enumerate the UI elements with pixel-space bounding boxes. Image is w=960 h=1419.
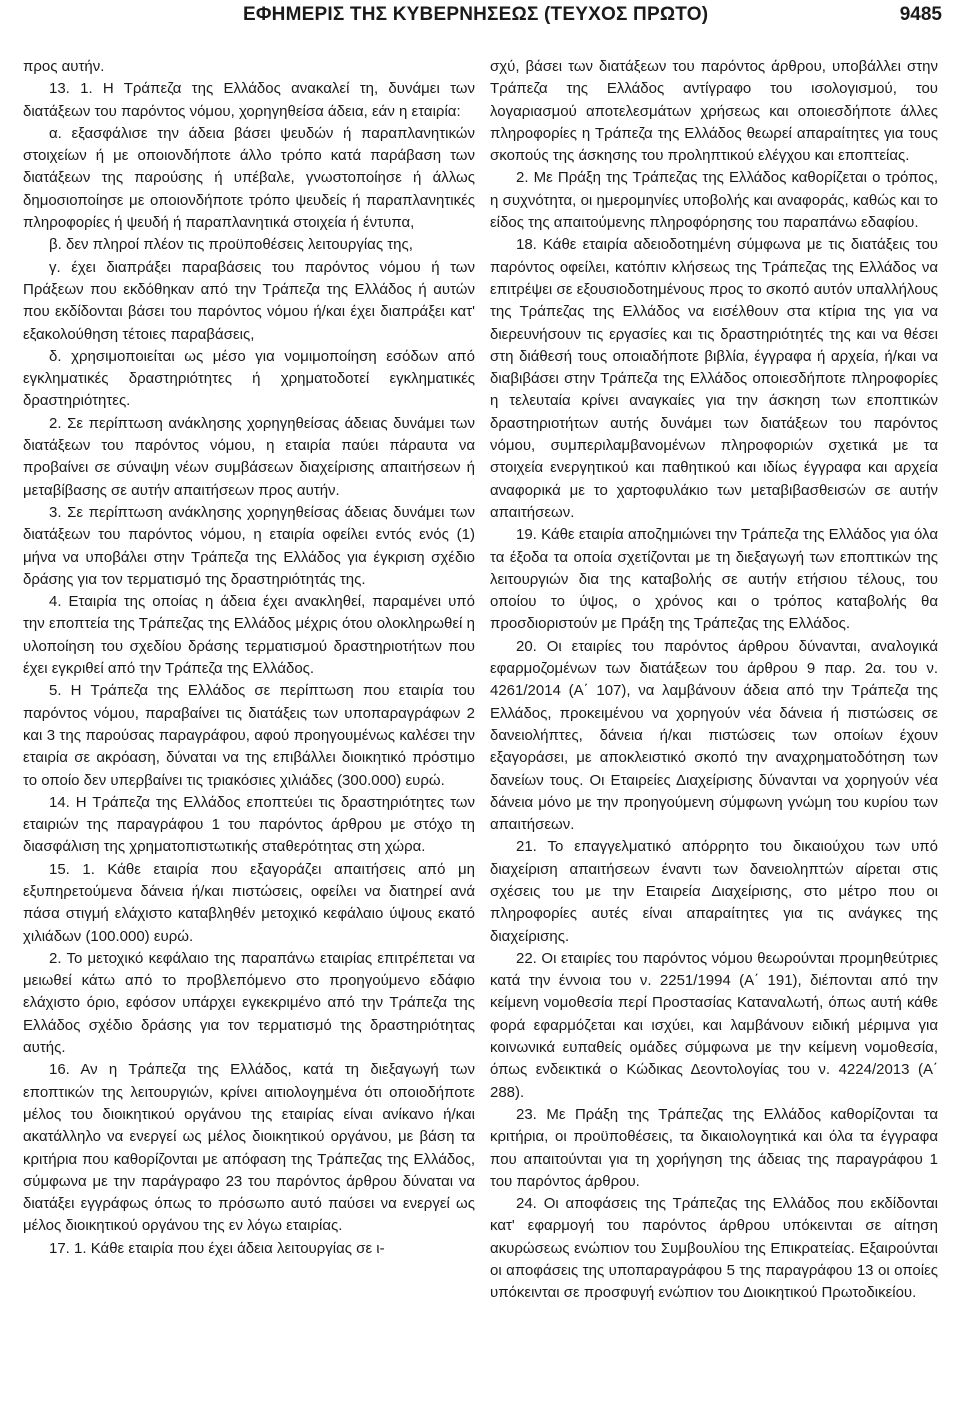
paragraph: 5. Η Τράπεζα της Ελλάδος σε περίπτωση που εταιρία του παρόντος νόμου, παραβαίνει τις διατάξεις των υποπαραγράφων 2 και 3 της παρούσας παραγράφου, αφού προηγουμένως καλέσει την εταιρία σε ακρόαση, δύναται να της επιβάλλει διοικητικό πρόστιμο το οποίο δεν υπερβαίνει τις τριακόσιες χιλιάδες (300.000) ευρώ.: [23, 682, 475, 789]
paragraph: 14. Η Τράπεζα της Ελλάδος εποπτεύει τις δραστηριότητες των εταιριών της παραγράφου 1 του παρόντος άρθρου με στόχο τη διασφάλιση της χρηματοπιστωτικής σταθερότητας στη χώρα.: [23, 793, 475, 856]
paragraph: 18. Κάθε εταιρία αδειοδοτημένη σύμφωνα με τις διατάξεις του παρόντος οφείλει, κατόπιν κλήσεως της Τράπεζας της Ελλάδος να επιτρέψει σε εξουσιοδοτημένους προς το σκοπό αυτόν υπαλλήλους της Τράπεζας της Ελλάδος να εισέλθουν στα κτίρια της για να διερευνήσουν τις εργασίες και τις δραστηριότητές της και να θέσει στη διάθεσή τους οποιαδήποτε βιβλία, έγγραφα ή αρχεία, ή/και να διαβιβάσει στην Τράπεζα της Ελλάδος οποιεσδήποτε πληροφορίες η τελευταία κρίνει αναγκαίες για την άσκηση των εποπτικών δραστηριοτήτων αυτής δυνάμει των διατάξεων του παρόντος νόμου, συμπεριλαμβανομένων πληροφοριών σχετικά με τα στοιχεία ενεργητικού και παθητικού και ιδίως έγγραφα και αρχεία αναφορικά με το χαρτοφυλάκιο των μεταβιβασθεισών σε αυτήν απαιτήσεων.: [490, 236, 938, 521]
paragraph: 17. 1. Κάθε εταιρία που έχει άδεια λειτουργίας σε ι-: [49, 1239, 385, 1257]
gazette-title: ΕΦΗΜΕΡΙΣ ΤΗΣ ΚΥΒΕΡΝΗΣΕΩΣ (ΤΕΥΧΟΣ ΠΡΩΤΟ): [243, 4, 709, 25]
paragraph: 15. 1. Κάθε εταιρία που εξαγοράζει απαιτήσεις από μη εξυπηρετούμενα δάνεια ή/και πιστώσεις, οφείλει να διατηρεί ανά πάσα στιγμή ελάχιστο καταβληθέν μετοχικό κεφάλαιο ύψους εκατό χιλιάδων (100.000) ευρώ.: [23, 860, 475, 945]
paragraph: δ. χρησιμοποιείται ως μέσο για νομιμοποίηση εσόδων από εγκληματικές δραστηριότητες ή χρηματοδοτεί εγκληματικές δραστηριότητες.: [23, 347, 475, 410]
left-column: [23, 56, 475, 1260]
paragraph: 13. 1. Η Τράπεζα της Ελλάδος ανακαλεί τη, δυνάμει των διατάξεων του παρόντος νόμου, χορηγηθείσα άδεια, εάν η εταιρία:: [23, 80, 475, 120]
paragraph: 20. Οι εταιρίες του παρόντος άρθρου δύνανται, αναλογικά εφαρμοζομένων των διατάξεων του άρθρου 9 παρ. 2α. του ν. 4261/2014 (Α΄ 107), να λαμβάνουν άδεια από την Τράπεζα της Ελλάδος, προκειμένου να χορηγούν νέα δάνεια ή πιστώσεις σε δανειολήπτες, δάνεια ή/και πιστώσεις των οποίων έχουν εξαγοράσει, με αποκλειστικό σκοπό την αναχρηματοδότηση των δανείων τους. Οι Εταιρείες Διαχείρισης δύνανται να χορηγούν νέα δάνεια μόνο με την προηγούμενη σύμφωνη γνώμη του κυρίου των απαιτήσεων.: [490, 637, 938, 834]
page-header: [0, 0, 960, 40]
paragraph: 22. Οι εταιρίες του παρόντος νόμου θεωρούνται προμηθεύτριες κατά την έννοια του ν. 2251/1994 (Α΄ 191), διέπονται από την κείμενη νομοθεσία περί Προστασίας Καταναλωτή, όπως αυτή κάθε φορά εφαρμόζεται και ισχύει, και λαμβάνουν ειδική μέριμνα για κοινωνικά ευπαθείς ομάδες σύμφωνα με την κείμενη νομοθεσία, όπως ενδεικτικά ο Κώδικας Δεοντολογίας του ν. 4224/2013 (Α΄ 288).: [490, 949, 938, 1101]
paragraph: σχύ, βάσει των διατάξεων του παρόντος άρθρου, υποβάλλει στην Τράπεζα της Ελλάδος αντίγραφο του ισολογισμού, του λογαριασμού αποτελεσμάτων χρήσεως και οποιεσδήποτε άλλες πληροφορίες η Τράπεζα της Ελλάδος θεωρεί απαραίτητες για τους σκοπούς της άσκησης του προληπτικού ελέγχου και εποπτείας.: [490, 58, 938, 165]
paragraph: β. δεν πληροί πλέον τις προϋποθέσεις λειτουργίας της,: [49, 236, 413, 254]
paragraph: προς αυτήν.: [23, 58, 105, 75]
page-number: 9485: [899, 4, 942, 25]
paragraph: 23. Με Πράξη της Τράπεζας της Ελλάδος καθορίζονται τα κριτήρια, οι προϋποθέσεις, τα δικαιολογητικά και όλα τα έγγραφα που απαιτούνται για τη χορήγηση της άδειας της παραγράφου 1 του παρόντος άρθρου.: [490, 1105, 938, 1190]
paragraph: α. εξασφάλισε την άδεια βάσει ψευδών ή παραπλανητικών στοιχείων ή με οποιονδήποτε άλλο τρόπο κατά παράβαση των διατάξεων της παρούσης ή υπέβαλε, γνωστοποίησε ή άλλως δημοσιοποίησε με οποιονδήποτε τρόπο ψευδείς ή παραπλανητικές πληροφορίες ή ψευδή ή παραπλανητικά στοιχεία ή έντυπα,: [23, 124, 475, 232]
paragraph: γ. έχει διαπράξει παραβάσεις του παρόντος νόμου ή των Πράξεων που εκδόθηκαν από την Τράπεζα της Ελλάδος ή αυτών που εκδίδονται βάσει του παρόντος νόμου ή/και έχει διαπράξει κατ' εξακολούθηση τέτοιες παραβάσεις,: [23, 258, 475, 343]
paragraph: 16. Αν η Τράπεζα της Ελλάδος, κατά τη διεξαγωγή των εποπτικών της λειτουργιών, κρίνει αιτιολογημένα ότι οποιοδήποτε μέλος του διοικητικού οργάνου της εταιρίας είναι ανίκανο ή/και ακατάλληλο να ενεργεί ως μέλος διοικητικού οργάνου, με βάση τα κριτήρια που καθορίζονται με απόφαση της Τράπεζας της Ελλάδος, σύμφωνα με την παράγραφο 23 του παρόντος άρθρου δύναται να διατάξει εγγράφως όπως το πρόσωπο αυτό παύσει να ενεργεί ως μέλος διοικητικού οργάνου της εν λόγω εταιρίας.: [23, 1061, 475, 1235]
paragraph: 19. Κάθε εταιρία αποζημιώνει την Τράπεζα της Ελλάδος για όλα τα έξοδα τα οποία σχετίζονται με τη διεξαγωγή των εποπτικών της λειτουργιών δια της καταβολής σε αυτήν ετήσιου τέλους, του οποίου το ύψος, ο χρόνος και ο τρόπος καταβολής θα προσδιοριστούν με Πράξη της Τράπεζας της Ελλάδος.: [490, 526, 938, 633]
right-column: [490, 56, 938, 1305]
paragraph: 2. Με Πράξη της Τράπεζας της Ελλάδος καθορίζεται ο τρόπος, η συχνότητα, οι ημερομηνίες υποβολής και αναφοράς, καθώς και το είδος της απαιτούμενης πληροφόρησης του παραπάνω εδαφίου.: [490, 169, 938, 232]
paragraph: 2. Το μετοχικό κεφάλαιο της παραπάνω εταιρίας επιτρέπεται να μειωθεί κάτω από το προβλεπόμενο στο προηγούμενο εδάφιο ελάχιστο όριο, εφόσον υπάρχει εγκεκριμένο από την Τράπεζα της Ελλάδος σχέδιο δράσης για τον τερματισμό της δραστηριότητας αυτής.: [23, 949, 475, 1057]
paragraph: 21. Το επαγγελματικό απόρρητο του δικαιούχου των υπό διαχείριση απαιτήσεων έναντι των δανειοληπτών αίρεται στις σχέσεις του με την Εταιρεία Διαχείρισης, στο μέτρο που οι πληροφορίες αυτές είναι απαραίτητες για τις ανάγκες της διαχείρισης.: [490, 838, 938, 945]
paragraph: 2. Σε περίπτωση ανάκλησης χορηγηθείσας άδειας δυνάμει των διατάξεων του παρόντος νόμου, η εταιρία παύει πάραυτα να προβαίνει σε σύναψη νέων συμβάσεων διαχείρισης απαιτήσεων ή μεταβίβασης σε αυτήν απαιτήσεων προς αυτήν.: [23, 414, 475, 499]
paragraph: 4. Εταιρία της οποίας η άδεια έχει ανακληθεί, παραμένει υπό την εποπτεία της Τράπεζας της Ελλάδος μέχρις ότου ολοκληρωθεί η υλοποίηση του σχεδίου δράσης τερματισμού δραστηριοτήτων που έχει εγκριθεί από την Τράπεζα της Ελλάδος.: [23, 593, 475, 678]
paragraph: 24. Οι αποφάσεις της Τράπεζας της Ελλάδος που εκδίδονται κατ' εφαρμογή του παρόντος άρθρου υπόκεινται σε αίτηση ακυρώσεως ενώπιον του Συμβουλίου της Επικρατείας. Εξαιρούνται οι αποφάσεις της υποπαραγράφου 5 της παραγράφου 13 οι οποίες υπόκεινται σε προσφυγή ενώπιον του Διοικητικού Πρωτοδικείου.: [490, 1195, 938, 1302]
paragraph: 3. Σε περίπτωση ανάκλησης χορηγηθείσας άδειας δυνάμει των διατάξεων του παρόντος νόμου, η εταιρία οφείλει εντός ενός (1) μήνα να υποβάλει στην Τράπεζα της Ελλάδος για έγκριση σχέδιο δράσης για τον τερματισμό της δραστηριότητάς της.: [23, 503, 475, 588]
